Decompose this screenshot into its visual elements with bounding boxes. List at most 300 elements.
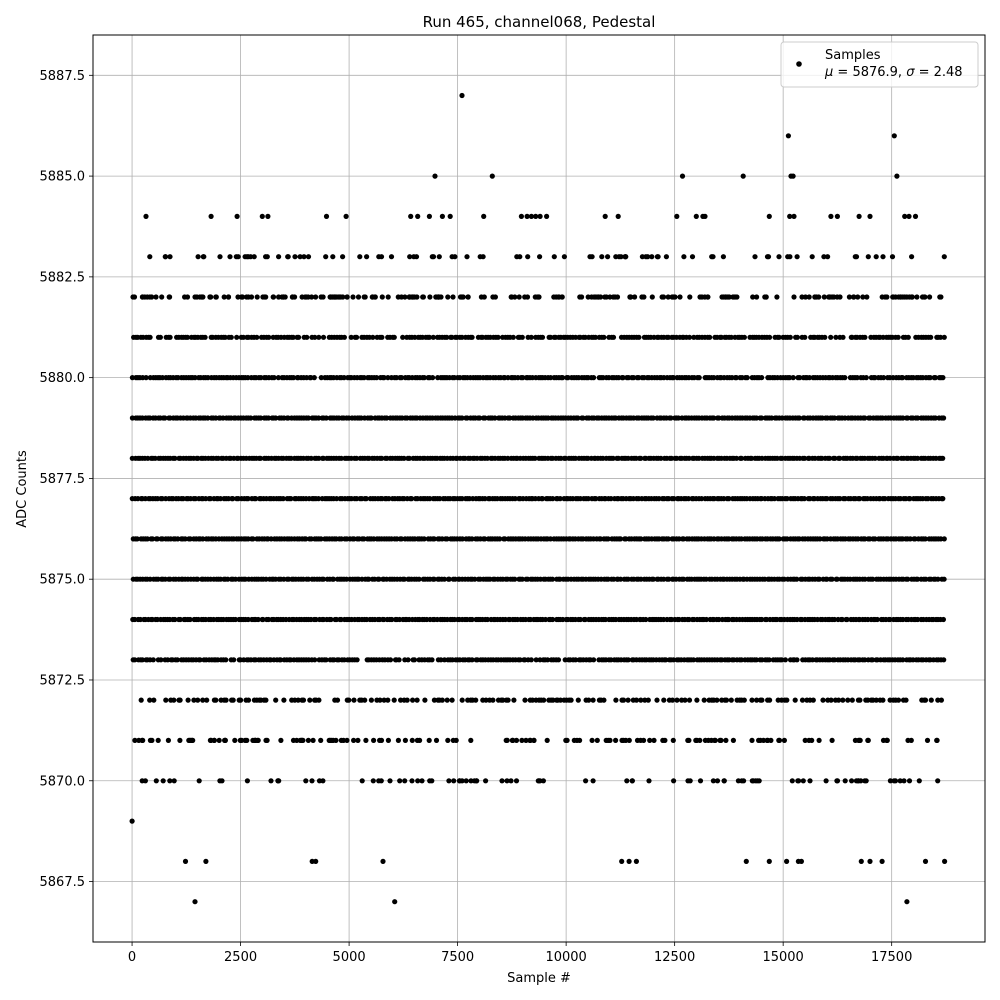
data-point: [464, 778, 469, 783]
data-point: [132, 294, 137, 299]
data-point: [621, 698, 626, 703]
data-point: [824, 778, 829, 783]
data-point: [204, 698, 209, 703]
data-point: [776, 254, 781, 259]
data-point: [354, 335, 359, 340]
data-point: [690, 254, 695, 259]
data-point: [601, 698, 606, 703]
data-point: [434, 294, 439, 299]
data-point: [791, 375, 796, 380]
data-point: [602, 294, 607, 299]
data-point: [799, 859, 804, 864]
data-point: [177, 738, 182, 743]
y-tick-label: 5887.5: [39, 68, 85, 84]
data-point: [749, 738, 754, 743]
data-point: [794, 657, 799, 662]
data-point: [196, 254, 201, 259]
data-point: [601, 335, 606, 340]
data-point: [853, 254, 858, 259]
data-point: [386, 294, 391, 299]
data-point: [702, 698, 707, 703]
data-point: [263, 254, 268, 259]
data-point: [130, 819, 135, 824]
data-point: [452, 254, 457, 259]
data-point: [386, 738, 391, 743]
y-tick-label: 5870.0: [39, 774, 85, 790]
data-point: [427, 738, 432, 743]
data-point: [493, 294, 498, 299]
data-point: [636, 335, 641, 340]
data-point: [687, 698, 692, 703]
data-point: [767, 214, 772, 219]
data-point: [437, 254, 442, 259]
data-point: [159, 294, 164, 299]
data-point: [613, 738, 618, 743]
data-point: [377, 738, 382, 743]
data-point: [313, 859, 318, 864]
data-point: [344, 214, 349, 219]
data-point: [528, 738, 533, 743]
data-point: [151, 698, 156, 703]
data-point: [574, 738, 579, 743]
data-point: [885, 738, 890, 743]
data-point: [661, 294, 666, 299]
x-tick-label: 15000: [762, 950, 804, 965]
y-tick-label: 5877.5: [39, 471, 85, 487]
data-point: [363, 294, 368, 299]
data-point: [445, 698, 450, 703]
data-point: [697, 375, 702, 380]
data-point: [790, 778, 795, 783]
x-tick-label: 10000: [545, 950, 587, 965]
legend-entry-stats: [824, 65, 963, 80]
data-point: [751, 778, 756, 783]
data-point: [417, 738, 422, 743]
data-point: [432, 174, 437, 179]
data-point: [810, 254, 815, 259]
data-point: [811, 698, 816, 703]
data-point: [742, 335, 747, 340]
data-point: [694, 698, 699, 703]
data-point: [613, 698, 618, 703]
data-point: [387, 778, 392, 783]
legend-marker: [796, 61, 802, 67]
data-point: [154, 778, 159, 783]
data-point: [619, 859, 624, 864]
data-point: [168, 335, 173, 340]
data-point: [167, 294, 172, 299]
data-point: [397, 778, 402, 783]
data-point: [825, 254, 830, 259]
data-point: [312, 375, 317, 380]
data-point: [148, 335, 153, 340]
data-point: [783, 657, 788, 662]
data-point: [862, 335, 867, 340]
data-point: [190, 738, 195, 743]
data-point: [142, 294, 147, 299]
data-point: [167, 778, 172, 783]
data-point: [254, 335, 259, 340]
data-point: [380, 294, 385, 299]
data-point: [311, 738, 316, 743]
data-point: [306, 738, 311, 743]
data-point: [292, 254, 297, 259]
data-point: [913, 214, 918, 219]
data-point: [688, 778, 693, 783]
data-point: [843, 778, 848, 783]
data-point: [167, 254, 172, 259]
data-point: [767, 698, 772, 703]
data-point: [273, 698, 278, 703]
data-point: [533, 294, 538, 299]
data-point: [143, 214, 148, 219]
data-point: [536, 778, 541, 783]
x-tick-label: 12500: [653, 950, 696, 965]
data-point: [345, 294, 350, 299]
data-point: [231, 698, 236, 703]
data-point: [603, 214, 608, 219]
data-point: [199, 294, 204, 299]
data-point: [624, 778, 629, 783]
data-point: [767, 335, 772, 340]
data-point: [880, 698, 885, 703]
data-point: [802, 335, 807, 340]
data-point: [451, 778, 456, 783]
data-point: [849, 778, 854, 783]
data-point: [209, 214, 214, 219]
data-point: [680, 174, 685, 179]
data-point: [411, 254, 416, 259]
data-point: [865, 738, 870, 743]
data-point: [231, 657, 236, 662]
y-tick-label: 5867.5: [39, 875, 85, 891]
data-point: [316, 335, 321, 340]
data-point: [923, 859, 928, 864]
data-point: [656, 254, 661, 259]
data-point: [271, 294, 276, 299]
data-point: [835, 778, 840, 783]
data-point: [793, 698, 798, 703]
data-point: [940, 456, 945, 461]
data-point: [595, 738, 600, 743]
data-point: [339, 738, 344, 743]
data-point: [342, 335, 347, 340]
data-point: [301, 698, 306, 703]
data-point: [840, 698, 845, 703]
data-point: [285, 254, 290, 259]
data-point: [427, 214, 432, 219]
data-point: [941, 415, 946, 420]
data-point: [593, 294, 598, 299]
data-point: [357, 254, 362, 259]
data-point: [337, 294, 342, 299]
data-point: [929, 698, 934, 703]
data-point: [874, 254, 879, 259]
data-point: [827, 294, 832, 299]
data-point: [928, 335, 933, 340]
data-point: [671, 778, 676, 783]
data-point: [941, 657, 946, 662]
data-point: [166, 738, 171, 743]
data-point: [758, 738, 763, 743]
data-point: [156, 738, 161, 743]
data-point: [714, 698, 719, 703]
chart-title: Run 465, channel068, Pedestal: [422, 13, 656, 31]
data-point: [739, 778, 744, 783]
data-point: [541, 698, 546, 703]
data-point: [506, 698, 511, 703]
data-point: [942, 536, 947, 541]
data-point: [681, 254, 686, 259]
data-point: [840, 335, 845, 340]
data-point: [796, 778, 801, 783]
data-point: [298, 738, 303, 743]
data-point: [847, 294, 852, 299]
data-point: [525, 254, 530, 259]
data-point: [791, 294, 796, 299]
data-point: [479, 294, 484, 299]
data-point: [730, 294, 735, 299]
data-point: [369, 698, 374, 703]
data-point: [765, 738, 770, 743]
data-point: [671, 738, 676, 743]
data-point: [634, 859, 639, 864]
data-point: [422, 698, 427, 703]
data-point: [245, 778, 250, 783]
data-point: [857, 214, 862, 219]
data-point: [927, 294, 932, 299]
data-point: [923, 698, 928, 703]
data-point: [239, 738, 244, 743]
x-tick-label: 0: [127, 950, 137, 965]
data-point: [316, 698, 321, 703]
data-point: [183, 859, 188, 864]
data-point: [278, 738, 283, 743]
data-point: [306, 254, 311, 259]
data-point: [742, 698, 747, 703]
data-point: [371, 738, 376, 743]
data-point: [544, 214, 549, 219]
data-point: [519, 738, 524, 743]
data-point: [510, 738, 515, 743]
data-point: [687, 294, 692, 299]
data-point: [538, 214, 543, 219]
data-point: [139, 698, 144, 703]
data-point: [791, 174, 796, 179]
y-axis-label: ADC Counts: [15, 450, 30, 528]
data-point: [857, 738, 862, 743]
data-point: [207, 294, 212, 299]
data-point: [371, 778, 376, 783]
data-point: [490, 698, 495, 703]
data-point: [537, 254, 542, 259]
data-point: [880, 294, 885, 299]
data-point: [235, 294, 240, 299]
data-point: [729, 698, 734, 703]
data-point: [420, 294, 425, 299]
data-point: [466, 294, 471, 299]
data-point: [330, 254, 335, 259]
data-point: [626, 698, 631, 703]
data-point: [940, 375, 945, 380]
x-tick-label: 7500: [441, 950, 475, 965]
data-point: [446, 778, 451, 783]
data-point: [830, 738, 835, 743]
data-point: [410, 738, 415, 743]
data-point: [415, 778, 420, 783]
data-point: [942, 859, 947, 864]
data-point: [203, 859, 208, 864]
data-point: [820, 698, 825, 703]
data-point: [340, 254, 345, 259]
data-point: [857, 698, 862, 703]
data-point: [759, 698, 764, 703]
data-point: [364, 254, 369, 259]
data-point: [403, 738, 408, 743]
data-point: [866, 254, 871, 259]
data-point: [408, 214, 413, 219]
data-point: [440, 698, 445, 703]
data-point: [429, 657, 434, 662]
data-point: [942, 335, 947, 340]
data-point: [147, 254, 152, 259]
data-point: [892, 133, 897, 138]
data-point: [750, 294, 755, 299]
data-point: [677, 294, 682, 299]
y-tick-label: 5885.0: [39, 169, 85, 185]
data-point: [414, 294, 419, 299]
data-point: [744, 859, 749, 864]
data-point: [143, 778, 148, 783]
data-point: [450, 294, 455, 299]
data-point: [662, 738, 667, 743]
data-point: [238, 698, 243, 703]
data-point: [517, 254, 522, 259]
data-point: [650, 294, 655, 299]
data-point: [392, 698, 397, 703]
data-point: [925, 738, 930, 743]
data-point: [260, 214, 265, 219]
data-point: [464, 254, 469, 259]
data-point: [430, 254, 435, 259]
legend-entry-name: Samples: [825, 48, 881, 63]
data-point: [307, 698, 312, 703]
data-point: [283, 294, 288, 299]
data-point: [941, 617, 946, 622]
data-point: [511, 335, 516, 340]
data-point: [599, 254, 604, 259]
data-point: [396, 294, 401, 299]
data-point: [304, 335, 309, 340]
data-point: [909, 294, 914, 299]
data-point: [590, 254, 595, 259]
data-point: [647, 738, 652, 743]
data-point: [379, 335, 384, 340]
data-point: [698, 778, 703, 783]
data-point: [722, 778, 727, 783]
data-point: [719, 294, 724, 299]
data-point: [903, 698, 908, 703]
data-point: [639, 294, 644, 299]
data-point: [470, 335, 475, 340]
data-point: [922, 294, 927, 299]
x-tick-label: 5000: [332, 950, 366, 965]
data-point: [604, 738, 609, 743]
data-point: [803, 738, 808, 743]
data-point: [360, 778, 365, 783]
data-point: [406, 657, 411, 662]
data-point: [132, 738, 137, 743]
data-point: [309, 778, 314, 783]
data-point: [454, 738, 459, 743]
data-point: [392, 335, 397, 340]
data-point: [244, 294, 249, 299]
data-point: [448, 214, 453, 219]
data-point: [864, 375, 869, 380]
data-point: [752, 254, 757, 259]
data-point: [197, 778, 202, 783]
data-point: [640, 254, 645, 259]
data-point: [562, 254, 567, 259]
data-point: [320, 778, 325, 783]
data-point: [576, 698, 581, 703]
data-point: [459, 93, 464, 98]
data-point: [410, 698, 415, 703]
data-point: [519, 214, 524, 219]
data-point: [906, 335, 911, 340]
data-point: [140, 738, 145, 743]
data-point: [481, 214, 486, 219]
data-point: [203, 335, 208, 340]
data-point: [880, 254, 885, 259]
data-point: [702, 214, 707, 219]
data-point: [153, 294, 158, 299]
data-point: [786, 133, 791, 138]
data-point: [563, 738, 568, 743]
data-point: [223, 738, 228, 743]
data-point: [859, 859, 864, 864]
data-point: [276, 778, 281, 783]
data-point: [227, 254, 232, 259]
data-point: [298, 254, 303, 259]
data-point: [867, 859, 872, 864]
data-point: [243, 254, 248, 259]
data-point: [235, 214, 240, 219]
data-point: [795, 254, 800, 259]
data-point: [766, 254, 771, 259]
data-point: [630, 778, 635, 783]
data-point: [281, 698, 286, 703]
data-point: [835, 294, 840, 299]
data-point: [894, 174, 899, 179]
data-point: [429, 778, 434, 783]
data-point: [880, 859, 885, 864]
data-point: [699, 294, 704, 299]
data-point: [896, 698, 901, 703]
data-point: [263, 698, 268, 703]
data-point: [613, 254, 618, 259]
data-point: [646, 698, 651, 703]
data-point: [522, 294, 527, 299]
data-point: [788, 335, 793, 340]
data-point: [635, 738, 640, 743]
data-point: [321, 294, 326, 299]
data-point: [785, 254, 790, 259]
data-point: [396, 738, 401, 743]
data-point: [517, 294, 522, 299]
legend-mu-value: = 5876.9,: [833, 65, 907, 80]
data-point: [379, 778, 384, 783]
